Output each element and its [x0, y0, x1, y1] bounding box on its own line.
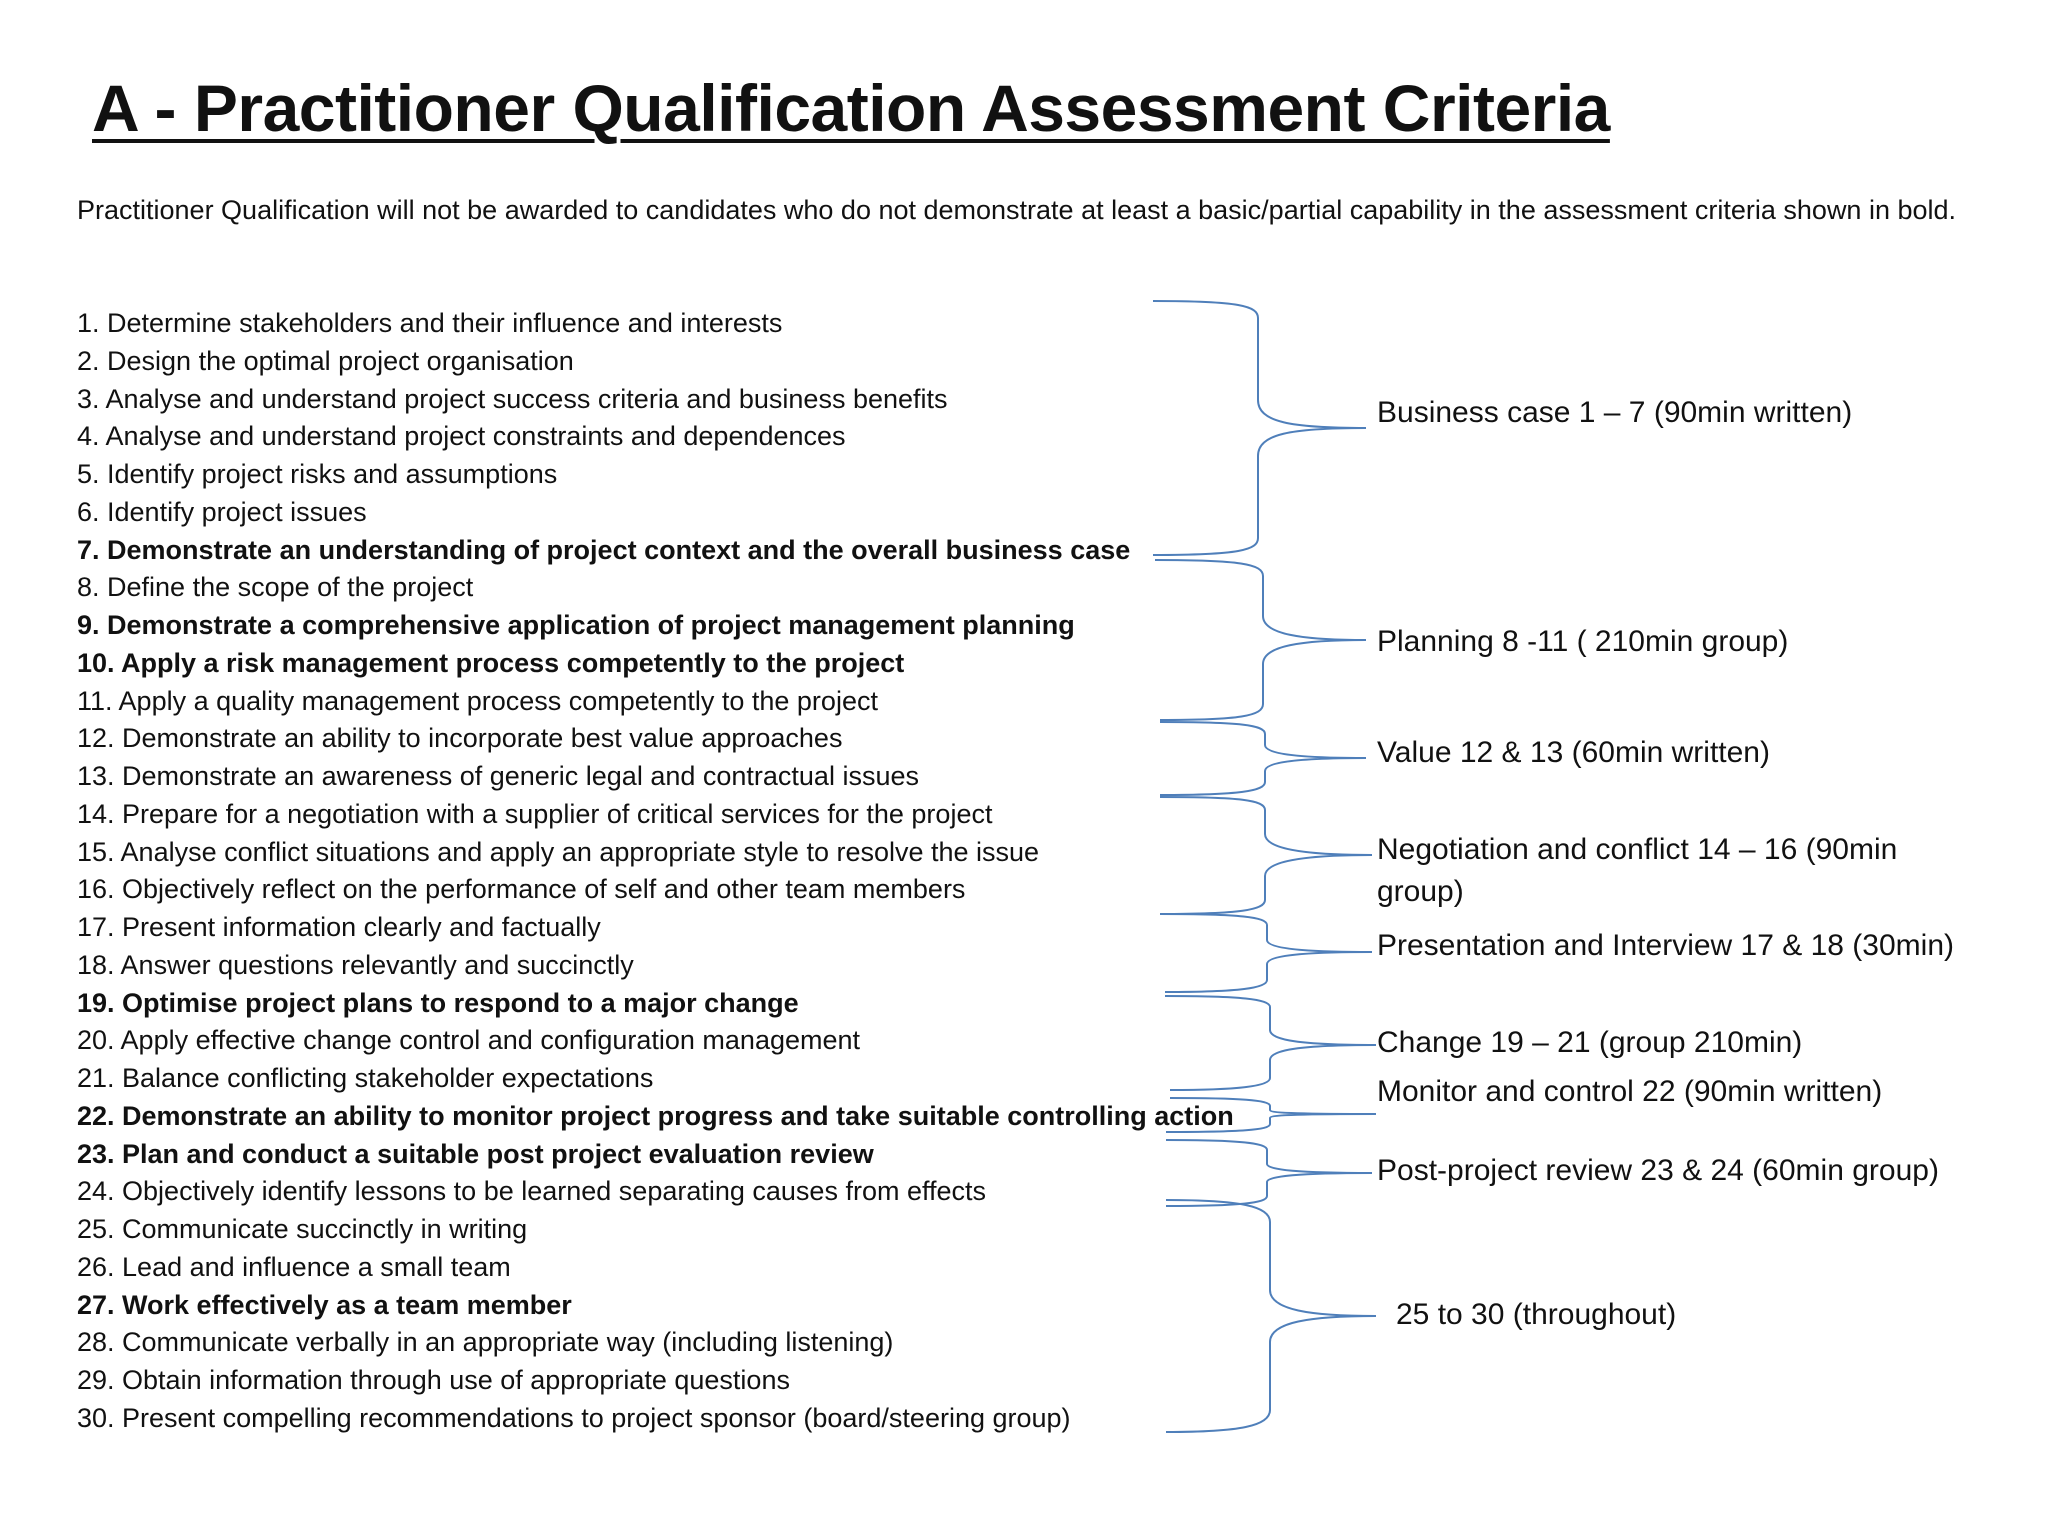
brace-value	[1160, 722, 1366, 795]
group-label-planning: Planning 8 -11 ( 210min group)	[1377, 625, 1789, 658]
criterion-item: 8. Define the scope of the project	[77, 572, 474, 603]
criterion-item: 5. Identify project risks and assumptions	[77, 459, 558, 489]
brace-negotiation	[1160, 797, 1372, 914]
criterion-item: 15. Analyse conflict situations and apply an appropriate style to resolve the issue	[77, 836, 1040, 867]
criterion-item: 19. Optimise project plans to respond to a major change	[77, 987, 799, 1018]
criterion-item: 27. Work effectively as a team member	[77, 1289, 572, 1320]
criterion-item: 12. Demonstrate an ability to incorporate best value approaches	[77, 723, 843, 754]
group-label-negotiation-cont: group)	[1377, 875, 1464, 908]
criterion-item: 23. Plan and conduct a suitable post project evaluation review	[77, 1138, 874, 1169]
group-label-business-case: Business case 1 – 7 (90min written)	[1377, 396, 1853, 429]
criterion-item: 4. Analyse and understand project constraints and dependences	[77, 421, 846, 452]
group-label-throughout: 25 to 30 (throughout)	[1396, 1298, 1677, 1331]
group-label-presentation: Presentation and Interview 17 & 18 (30min)	[1377, 929, 1954, 962]
criterion-item: 9. Demonstrate a comprehensive application of project management planning	[77, 610, 1075, 640]
brace-throughout	[1166, 1200, 1376, 1432]
criterion-item: 16. Objectively reflect on the performance of self and other team members	[77, 874, 966, 905]
criterion-item: 2. Design the optimal project organisation	[77, 345, 574, 376]
criterion-item: 29. Obtain information through use of appropriate questions	[77, 1365, 790, 1395]
criterion-item: 13. Demonstrate an awareness of generic legal and contractual issues	[77, 761, 919, 791]
group-label-monitor: Monitor and control 22 (90min written)	[1377, 1075, 1883, 1108]
criterion-item: 11. Apply a quality management process competently to the project	[77, 685, 878, 716]
criterion-item: 20. Apply effective change control and configuration management	[77, 1025, 861, 1056]
criterion-item: 25. Communicate succinctly in writing	[77, 1214, 528, 1244]
criterion-item: 6. Identify project issues	[77, 496, 367, 527]
criterion-item: 18. Answer questions relevantly and succinctly	[77, 949, 634, 980]
group-label-post-project: Post-project review 23 & 24 (60min group)	[1377, 1154, 1939, 1187]
criterion-item: 3. Analyse and understand project success criteria and business benefits	[77, 383, 948, 414]
brace-monitor	[1166, 1098, 1376, 1132]
group-label-value: Value 12 & 13 (60min written)	[1377, 736, 1770, 769]
criterion-item: 7. Demonstrate an understanding of project context and the overall business case	[77, 534, 1131, 565]
group-label-change: Change 19 – 21 (group 210min)	[1377, 1026, 1803, 1059]
criterion-item: 10. Apply a risk management process competently to the project	[77, 647, 905, 678]
brace-post-project	[1166, 1140, 1372, 1206]
criterion-item: 22. Demonstrate an ability to monitor project progress and take suitable controlling action	[77, 1100, 1234, 1131]
brace-change	[1165, 996, 1376, 1090]
criterion-item: 21. Balance conflicting stakeholder expectations	[77, 1063, 654, 1093]
criterion-item: 1. Determine stakeholders and their influence and interests	[77, 308, 783, 338]
brace-planning	[1155, 560, 1366, 720]
page-title: A - Practitioner Qualification Assessment Criteria	[92, 71, 1610, 145]
criterion-item: 14. Prepare for a negotiation with a supplier of critical services for the project	[77, 798, 993, 829]
brace-presentation	[1160, 914, 1372, 992]
brace-business-case	[1153, 301, 1366, 555]
criterion-item: 17. Present information clearly and factually	[77, 912, 601, 942]
criterion-item: 26. Lead and influence a small team	[77, 1251, 511, 1282]
group-label-negotiation: Negotiation and conflict 14 – 16 (90min	[1377, 833, 1898, 866]
intro-paragraph: Practitioner Qualification will not be awarded to candidates who do not demonstrate at least a basic/partial capability in the assessment criteria shown in bold.	[77, 195, 1957, 225]
criterion-item: 28. Communicate verbally in an appropriate way (including listening)	[77, 1327, 894, 1358]
criterion-item: 24. Objectively identify lessons to be learned separating causes from effects	[77, 1176, 986, 1207]
criterion-item: 30. Present compelling recommendations to project sponsor (board/steering group)	[77, 1402, 1071, 1433]
